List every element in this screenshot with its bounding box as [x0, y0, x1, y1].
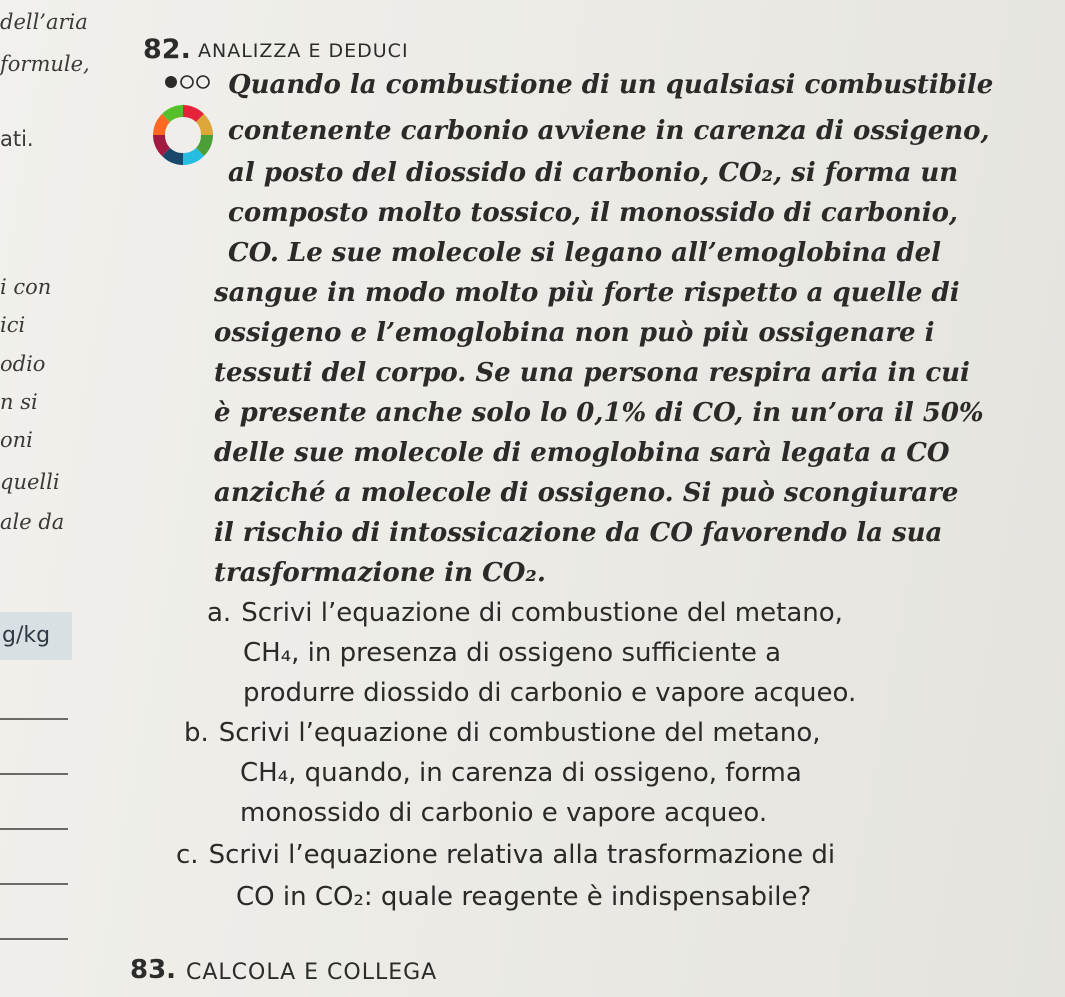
exercise-text-line: composto molto tossico, il monossido di carbonio, [228, 198, 958, 228]
exercise-number: 83. [130, 955, 177, 985]
sidebar-line: i con [0, 275, 52, 299]
exercise-text-line: il rischio di intossicazione da CO favorendo la sua [214, 518, 943, 548]
answer-blank-line [0, 883, 68, 885]
sidebar-line: formule, [0, 52, 90, 76]
sidebar-line: ici [0, 313, 26, 337]
exercise-text-line: Quando la combustione di un qualsiasi combustibile [228, 70, 994, 100]
sidebar-line: n si [0, 390, 38, 414]
answer-blank-line [0, 938, 68, 940]
exercise-text-line: è presente anche solo lo 0,1% di CO, in un’ora il 50% [214, 398, 984, 428]
exercise-title: CALCOLA E COLLEGA [186, 960, 438, 985]
exercise-text-line: sangue in modo molto più forte rispetto a quelle di [214, 278, 960, 308]
item-text: Scrivi l’equazione di combustione del metano, [218, 718, 821, 748]
sidebar-line: oni [0, 428, 33, 452]
sidebar-line: ale da [0, 510, 65, 534]
item-text: Scrivi l’equazione di combustione del metano, [241, 598, 843, 628]
exercise-title: ANALIZZA E DEDUCI [198, 40, 409, 62]
item-a-line: produrre diossido di carbonio e vapore acqueo. [243, 678, 857, 708]
exercise-text-line: delle sue molecole di emoglobina sarà legata a CO [214, 438, 950, 468]
unit-tag: g/kg [0, 612, 72, 660]
sidebar-line: ati. [0, 127, 34, 151]
item-label: c. [176, 840, 199, 870]
answer-blank-line [0, 773, 68, 775]
exercise-number: 82. [143, 34, 191, 65]
item-text: Scrivi l’equazione relativa alla trasformazione di [208, 840, 836, 870]
exercise-text-line: trasformazione in CO₂. [214, 558, 546, 588]
item-a-line [207, 598, 843, 628]
sdg-goals-wheel-icon [148, 100, 218, 174]
difficulty-dots-icon [163, 73, 223, 95]
item-b-line: monossido di carbonio e vapore acqueo. [240, 798, 768, 828]
sidebar-line: odio [0, 352, 46, 376]
exercise-text-line: contenente carbonio avviene in carenza di ossigeno, [228, 116, 990, 146]
sidebar-line: dell’aria [0, 10, 88, 34]
item-a-line: CH₄, in presenza di ossigeno sufficiente a [243, 638, 782, 668]
item-b-line: CH₄, quando, in carenza di ossigeno, forma [240, 758, 802, 788]
sidebar-line: quelli [0, 470, 60, 494]
exercise-text-line: al posto del diossido di carbonio, CO₂, si forma un [228, 158, 959, 188]
item-b-line [184, 718, 821, 748]
item-label: b. [184, 718, 209, 748]
item-label: a. [207, 598, 232, 628]
item-c-line: CO in CO₂: quale reagente è indispensabile? [236, 882, 812, 912]
answer-blank-line [0, 718, 68, 720]
exercise-text-line: ossigeno e l’emoglobina non può più ossigenare i [214, 318, 935, 348]
answer-blank-line [0, 828, 68, 830]
exercise-text-line: CO. Le sue molecole si legano all’emoglobina del [228, 238, 942, 268]
item-c-line [176, 840, 835, 870]
exercise-text-line: tessuti del corpo. Se una persona respira aria in cui [214, 358, 970, 388]
exercise-text-line: anziché a molecole di ossigeno. Si può scongiurare [214, 478, 959, 508]
